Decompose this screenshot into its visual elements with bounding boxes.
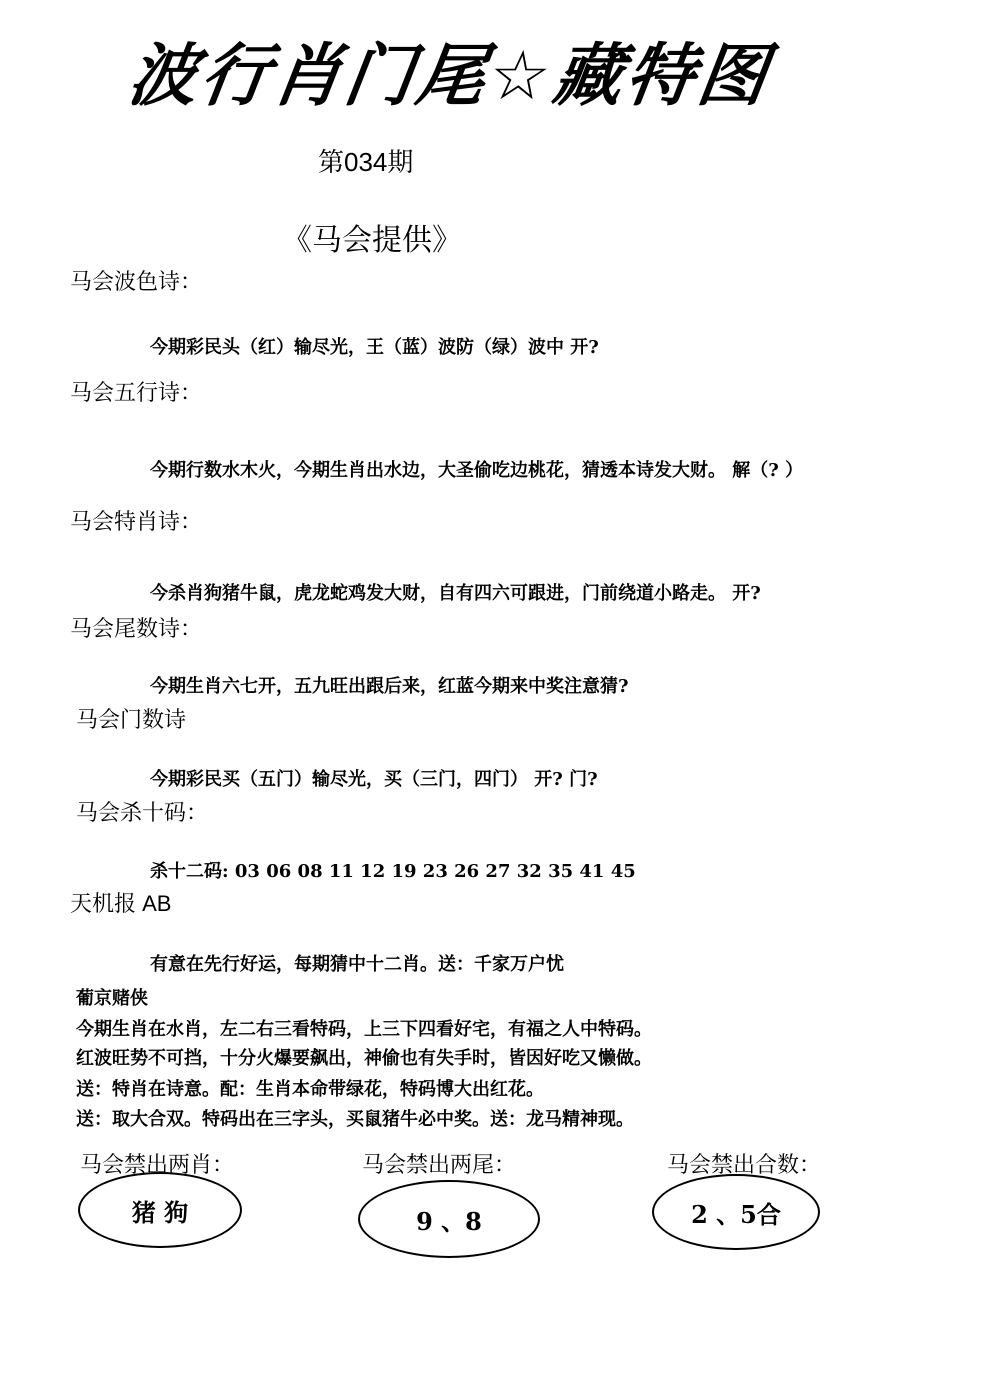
section-text-door-number: 今期彩民买（五门）输尽光，买（三门，四门） 开? 门? — [150, 769, 598, 790]
provider-label: 《马会提供》 — [282, 224, 462, 257]
puj-line: 今期生肖在水肖，左二右三看特码，上三下四看好宅，有福之人中特码。 — [76, 1019, 652, 1040]
puj-line: 红波旺势不可挡，十分火爆要飙出，神偷也有失手时，皆因好吃又懒做。 — [76, 1048, 652, 1069]
issue-number: 第034期 — [318, 147, 414, 177]
puj-heading: 葡京赌侠 — [76, 988, 148, 1009]
ban-zodiac-label: 马会禁出两肖： — [80, 1152, 235, 1177]
section-text-kill-twelve: 杀十二码: 03 06 08 11 12 19 23 26 27 32 35 41 45 — [150, 861, 636, 882]
section-heading-wave-poem: 马会波色诗： — [70, 269, 203, 294]
section-heading-kill-ten: 马会杀十码： — [76, 800, 209, 825]
ban-tail-value: 9 、8 — [416, 1206, 482, 1236]
ban-zodiac-oval — [78, 1172, 242, 1248]
ban-sum-oval — [652, 1174, 820, 1250]
section-text-tail-number: 今期生肖六七开，五九旺出跟后来，红蓝今期来中奖注意猜? — [150, 676, 629, 697]
section-text-special-zodiac: 今杀肖狗猪牛鼠，虎龙蛇鸡发大财，自有四六可跟进，门前绕道小路走。 开? — [150, 583, 761, 604]
section-heading-special-zodiac: 马会特肖诗： — [70, 509, 203, 534]
ban-sum-value: 2 、5合 — [691, 1199, 781, 1229]
section-heading-door-number: 马会门数诗 — [76, 707, 187, 732]
ban-tail-label: 马会禁出两尾： — [362, 1152, 517, 1177]
page-title: 波行肖门尾☆藏特图 — [123, 37, 776, 116]
ban-zodiac-value: 猪 狗 — [131, 1197, 189, 1227]
section-heading-tail-number: 马会尾数诗： — [70, 616, 203, 641]
section-text-wave-poem: 今期彩民头（红）输尽光，王（蓝）波防（绿）波中 开? — [150, 337, 599, 358]
section-heading-tianji: 天机报 AB — [70, 891, 172, 916]
puj-line: 送：取大合双。特码出在三字头，买鼠猪牛必中奖。送：龙马精神现。 — [76, 1109, 634, 1130]
ban-tail-oval — [358, 1180, 540, 1258]
section-text-five-elements: 今期行数水木火，今期生肖出水边，大圣偷吃边桃花，猜透本诗发大财。 解（? ） — [150, 460, 804, 481]
ban-sum-label: 马会禁出合数： — [667, 1152, 822, 1177]
section-text-tianji: 有意在先行好运，每期猜中十二肖。送：千家万户忧 — [150, 954, 564, 975]
section-heading-five-elements: 马会五行诗： — [70, 380, 203, 405]
puj-line: 送：特肖在诗意。配：生肖本命带绿花，特码博大出红花。 — [76, 1079, 544, 1100]
